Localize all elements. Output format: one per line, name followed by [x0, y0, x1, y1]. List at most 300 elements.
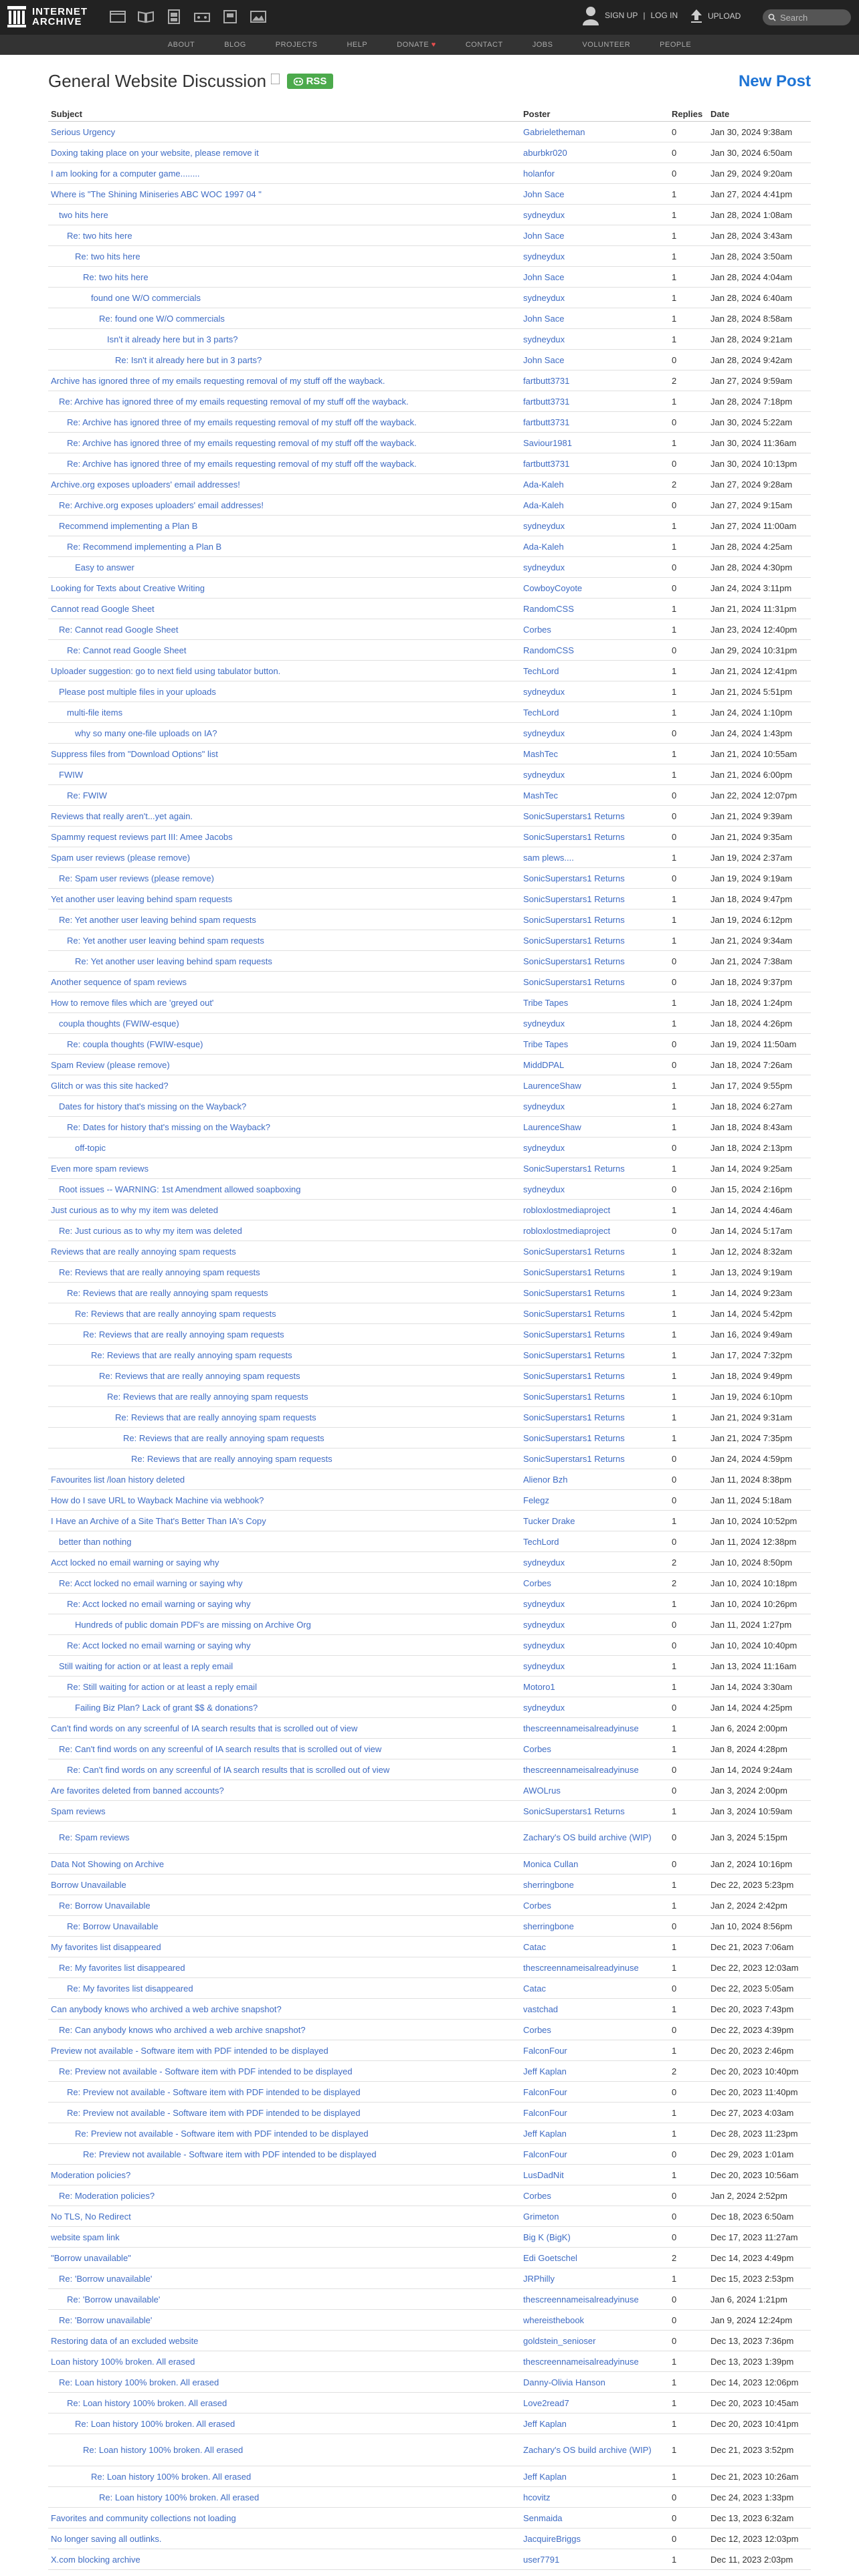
table-row: [48, 2310, 811, 2331]
subject-link[interactable]: Re: Loan history 100% broken. All erased: [67, 2397, 227, 2408]
poster-link[interactable]: fartbutt3731: [523, 396, 570, 407]
subject-link[interactable]: My favorites list disappeared: [51, 1941, 161, 1952]
subject-link[interactable]: Re: Reviews that are really annoying spam requests: [131, 1453, 332, 1464]
subject-link[interactable]: Re: My favorites list disappeared: [67, 1983, 193, 1994]
poster-link[interactable]: SonicSuperstars1 Returns: [523, 976, 625, 987]
poster-link[interactable]: robloxlostmediaproject: [523, 1204, 611, 1215]
poster-link[interactable]: goldstein_senioser: [523, 2335, 596, 2346]
poster-link[interactable]: AWOLrus: [523, 1785, 561, 1796]
subject-link[interactable]: better than nothing: [59, 1536, 132, 1547]
table-row: [48, 2466, 811, 2487]
replies-cell: 1: [669, 2413, 708, 2434]
poster-link[interactable]: FalconFour: [523, 2045, 567, 2056]
logo[interactable]: [7, 5, 88, 28]
software-icon[interactable]: [221, 8, 240, 25]
poster-link[interactable]: SonicSuperstars1 Returns: [523, 1163, 625, 1174]
subject-link[interactable]: Re: Preview not available - Software item with PDF intended to be displayed: [67, 2107, 361, 2118]
poster-cell: [520, 889, 669, 909]
date-cell: Jan 27, 2024 9:59am: [708, 370, 811, 391]
nav-jobs[interactable]: JOBS: [532, 41, 553, 49]
poster-link[interactable]: SonicSuperstars1 Returns: [523, 1432, 625, 1443]
subject-link[interactable]: Spammy request reviews part III: Amee Jacobs: [51, 831, 233, 842]
poster-link[interactable]: John Sace: [523, 230, 565, 241]
poster-link[interactable]: sydneydux: [523, 562, 565, 572]
date-cell: Jan 23, 2024 12:40pm: [708, 619, 811, 640]
subject-link[interactable]: Re: Reviews that are really annoying spam requests: [67, 1287, 268, 1298]
date-cell: Jan 30, 2024 10:13pm: [708, 453, 811, 474]
subject-link[interactable]: "Borrow unavailable": [51, 2252, 131, 2263]
poster-link[interactable]: SonicSuperstars1 Returns: [523, 873, 625, 883]
poster-link[interactable]: sydneydux: [523, 1660, 565, 1671]
poster-link[interactable]: JRPhilly: [523, 2273, 555, 2284]
subject-link[interactable]: Serious Urgency: [51, 126, 116, 137]
subject-link[interactable]: Re: Archive.org exposes uploaders' email addresses!: [59, 500, 264, 510]
subject-link[interactable]: X.com blocking archive: [51, 2554, 140, 2565]
subject-link[interactable]: Re: Preview not available - Software item with PDF intended to be displayed: [59, 2066, 353, 2076]
subject-link[interactable]: Re: Reviews that are really annoying spam requests: [123, 1432, 324, 1443]
subject-link[interactable]: two hits here: [59, 209, 108, 220]
poster-link[interactable]: sherringbone: [523, 1921, 574, 1931]
subject-link[interactable]: Uploader suggestion: go to next field using tabulator button.: [51, 665, 281, 676]
subject-link[interactable]: Preview not available - Software item with PDF intended to be displayed: [51, 2045, 328, 2056]
poster-link[interactable]: Tribe Tapes: [523, 997, 569, 1008]
subject-link[interactable]: Re: Loan history 100% broken. All erased: [91, 2471, 252, 2482]
poster-link[interactable]: SonicSuperstars1 Returns: [523, 831, 625, 842]
subject-link[interactable]: Re: Acct locked no email warning or saying why: [67, 1598, 251, 1609]
subject-link[interactable]: Archive.org exposes uploaders' email addresses!: [51, 479, 240, 490]
subject-link[interactable]: Re: 'Borrow unavailable': [67, 2294, 161, 2304]
subject-link[interactable]: Re: Archive has ignored three of my emails requesting removal of my stuff off the wayback.: [59, 396, 409, 407]
poster-cell: [520, 1999, 669, 2020]
poster-link[interactable]: thescreennameisalreadyinuse: [523, 2356, 639, 2367]
poster-link[interactable]: JacquireBriggs: [523, 2533, 581, 2544]
table-row: [48, 847, 811, 868]
poster-link[interactable]: sydneydux: [523, 1640, 565, 1650]
subject-link[interactable]: coupla thoughts (FWIW-esque): [59, 1018, 179, 1029]
poster-link[interactable]: Tribe Tapes: [523, 1039, 569, 1049]
poster-link[interactable]: LaurenceShaw: [523, 1121, 581, 1132]
subject-link[interactable]: Loan history 100% broken. All erased: [51, 2356, 195, 2367]
subject-link[interactable]: Re: Yet another user leaving behind spam requests: [75, 956, 272, 966]
poster-link[interactable]: SonicSuperstars1 Returns: [523, 1453, 625, 1464]
subject-link[interactable]: Suppress files from "Download Options" list: [51, 748, 218, 759]
subject-link[interactable]: Re: Just curious as to why my item was deleted: [59, 1225, 242, 1236]
subject-link[interactable]: Data Not Showing on Archive: [51, 1858, 165, 1869]
poster-link[interactable]: sydneydux: [523, 1018, 565, 1029]
poster-link[interactable]: RandomCSS: [523, 603, 574, 614]
poster-link[interactable]: Alienor Bzh: [523, 1474, 568, 1485]
poster-link[interactable]: Corbes: [523, 2190, 551, 2201]
poster-link[interactable]: Catac: [523, 1983, 546, 1994]
new-post-button[interactable]: New Post: [738, 72, 811, 90]
poster-link[interactable]: whereisthebook: [523, 2315, 585, 2325]
poster-link[interactable]: Grimeton: [523, 2211, 559, 2222]
poster-link[interactable]: fartbutt3731: [523, 458, 570, 469]
replies-cell: 1: [669, 391, 708, 412]
poster-link[interactable]: SonicSuperstars1 Returns: [523, 893, 625, 904]
subject-link[interactable]: Re: Borrow Unavailable: [59, 1900, 151, 1911]
subject-link[interactable]: Re: Can't find words on any screenful of IA search results that is scrolled out of view: [67, 1764, 390, 1775]
table-row: [48, 1531, 811, 1552]
poster-link[interactable]: SonicSuperstars1 Returns: [523, 914, 625, 925]
poster-link[interactable]: SonicSuperstars1 Returns: [523, 811, 625, 821]
subject-link[interactable]: Re: Archive has ignored three of my emails requesting removal of my stuff off the wayback.: [67, 437, 417, 448]
subject-link[interactable]: Re: Acct locked no email warning or saying why: [67, 1640, 251, 1650]
poster-link[interactable]: Danny-Olivia Hanson: [523, 2377, 605, 2387]
subject-link[interactable]: Still waiting for action or at least a reply email: [59, 1660, 233, 1671]
upload-icon: [689, 8, 704, 24]
subject-link[interactable]: Re: Reviews that are really annoying spam requests: [115, 1412, 316, 1422]
replies-cell: 0: [669, 2082, 708, 2103]
poster-link[interactable]: Tucker Drake: [523, 1515, 575, 1526]
subject-link[interactable]: Re: Yet another user leaving behind spam requests: [67, 935, 264, 946]
nav-blog[interactable]: BLOG: [224, 41, 246, 49]
subject-link[interactable]: Re: Archive has ignored three of my emails requesting removal of my stuff off the wayback.: [67, 417, 417, 427]
nav-contact[interactable]: CONTACT: [465, 41, 503, 49]
table-row: [48, 2413, 811, 2434]
poster-link[interactable]: Motoro1: [523, 1681, 555, 1692]
subject-link[interactable]: Recommend implementing a Plan B: [59, 520, 198, 531]
subject-link[interactable]: I am looking for a computer game........: [51, 168, 200, 179]
poster-link[interactable]: SonicSuperstars1 Returns: [523, 1806, 625, 1816]
poster-link[interactable]: SonicSuperstars1 Returns: [523, 1246, 625, 1257]
poster-link[interactable]: Catac: [523, 1941, 546, 1952]
poster-link[interactable]: Corbes: [523, 1578, 551, 1588]
poster-link[interactable]: SonicSuperstars1 Returns: [523, 956, 625, 966]
poster-link[interactable]: sydneydux: [523, 728, 565, 738]
poster-link[interactable]: Zachary's OS build archive (WIP): [523, 2445, 652, 2455]
subject-link[interactable]: Another sequence of spam reviews: [51, 976, 187, 987]
subject-link[interactable]: Please post multiple files in your uploads: [59, 686, 216, 697]
date-cell: Jan 18, 2024 9:49pm: [708, 1366, 811, 1386]
subject-link[interactable]: How to remove files which are 'greyed out': [51, 997, 214, 1008]
poster-link[interactable]: RandomCSS: [523, 645, 574, 655]
subject-link[interactable]: Re: Still waiting for action or at least a reply email: [67, 1681, 257, 1692]
poster-link[interactable]: sydneydux: [523, 1184, 565, 1194]
subject-link[interactable]: Hundreds of public domain PDF's are missing on Archive Org: [75, 1619, 311, 1630]
poster-link[interactable]: Corbes: [523, 2024, 551, 2035]
subject-link[interactable]: Re: Archive has ignored three of my emails requesting removal of my stuff off the wayback.: [67, 458, 417, 469]
poster-link[interactable]: Corbes: [523, 624, 551, 635]
table-row: [48, 1117, 811, 1138]
poster-link[interactable]: SonicSuperstars1 Returns: [523, 1350, 625, 1360]
poster-link[interactable]: John Sace: [523, 272, 565, 282]
subject-link[interactable]: How do I save URL to Wayback Machine via webhook?: [51, 1495, 264, 1505]
poster-link[interactable]: SonicSuperstars1 Returns: [523, 935, 625, 946]
poster-link[interactable]: Ada-Kaleh: [523, 500, 564, 510]
date-cell: Jan 10, 2024 10:52pm: [708, 1511, 811, 1531]
subject-link[interactable]: Archive has ignored three of my emails requesting removal of my stuff off the wayback.: [51, 375, 385, 386]
subject-link[interactable]: Cannot read Google Sheet: [51, 603, 155, 614]
poster-link[interactable]: thescreennameisalreadyinuse: [523, 2294, 639, 2304]
subject-link[interactable]: Re: 'Borrow unavailable': [59, 2315, 153, 2325]
subject-link[interactable]: Re: coupla thoughts (FWIW-esque): [67, 1039, 203, 1049]
poster-link[interactable]: Corbes: [523, 1743, 551, 1754]
subject-link[interactable]: Re: Moderation policies?: [59, 2190, 155, 2201]
subject-link[interactable]: Re: Acct locked no email warning or saying why: [59, 1578, 243, 1588]
poster-link[interactable]: fartbutt3731: [523, 375, 570, 386]
subject-cell: [48, 806, 520, 827]
subject-link[interactable]: website spam link: [51, 2232, 120, 2242]
subject-link[interactable]: Re: 'Borrow unavailable': [59, 2273, 153, 2284]
poster-link[interactable]: Monica Cullan: [523, 1858, 579, 1869]
subject-link[interactable]: Re: two hits here: [75, 251, 140, 261]
date-cell: Dec 12, 2023 12:03pm: [708, 2529, 811, 2549]
audio-icon[interactable]: [193, 8, 211, 25]
poster-link[interactable]: LaurenceShaw: [523, 1080, 581, 1091]
poster-link[interactable]: sydneydux: [523, 520, 565, 531]
subject-link[interactable]: Re: Spam reviews: [59, 1832, 130, 1842]
subject-cell: [48, 433, 520, 453]
poster-link[interactable]: Ada-Kaleh: [523, 541, 564, 552]
subject-link[interactable]: Moderation policies?: [51, 2169, 131, 2180]
replies-cell: 1: [669, 1200, 708, 1220]
subject-link[interactable]: Re: Loan history 100% broken. All erased: [59, 2377, 219, 2387]
subject-link[interactable]: Re: Can anybody knows who archived a web archive snapshot?: [59, 2024, 306, 2035]
signup-link[interactable]: SIGN UP: [605, 11, 638, 20]
poster-link[interactable]: sydneydux: [523, 686, 565, 697]
poster-link[interactable]: Saviour1981: [523, 437, 572, 448]
replies-cell: 0: [669, 1614, 708, 1635]
table-row: [48, 453, 811, 474]
subject-link[interactable]: Looking for Texts about Creative Writing: [51, 582, 205, 593]
subject-link[interactable]: Re: Loan history 100% broken. All erased: [75, 2418, 235, 2429]
table-row: [48, 2227, 811, 2248]
poster-link[interactable]: SonicSuperstars1 Returns: [523, 1329, 625, 1339]
poster-link[interactable]: SonicSuperstars1 Returns: [523, 1267, 625, 1277]
poster-link[interactable]: robloxlostmediaproject: [523, 1225, 611, 1236]
subject-link[interactable]: No TLS, No Redirect: [51, 2211, 131, 2222]
subject-link[interactable]: Reviews that are really annoying spam requests: [51, 1246, 236, 1257]
poster-link[interactable]: John Sace: [523, 354, 565, 365]
subject-link[interactable]: Re: Isn't it already here but in 3 parts?: [115, 354, 262, 365]
subject-link[interactable]: FWIW: [59, 769, 84, 780]
nav-projects[interactable]: PROJECTS: [275, 41, 318, 49]
poster-link[interactable]: John Sace: [523, 189, 565, 199]
poster-link[interactable]: aburbkr020: [523, 147, 567, 158]
poster-link[interactable]: SonicSuperstars1 Returns: [523, 1391, 625, 1402]
search-input[interactable]: [780, 13, 847, 23]
subject-link[interactable]: I Have an Archive of a Site That's Better Than IA's Copy: [51, 1515, 266, 1526]
subject-link[interactable]: Re: Spam user reviews (please remove): [59, 873, 214, 883]
subject-link[interactable]: Re: Recommend implementing a Plan B: [67, 541, 222, 552]
poster-cell: [520, 1739, 669, 1759]
subject-link[interactable]: Re: two hits here: [83, 272, 149, 282]
poster-link[interactable]: MiddDPAL: [523, 1059, 565, 1070]
poster-link[interactable]: fartbutt3731: [523, 417, 570, 427]
nav-help[interactable]: HELP: [347, 41, 368, 49]
subject-link[interactable]: Where is "The Shining Miniseries ABC WOC 1997 04 ": [51, 189, 262, 199]
subject-link[interactable]: Re: Reviews that are really annoying spam requests: [59, 1267, 260, 1277]
poster-link[interactable]: sydneydux: [523, 1598, 565, 1609]
date-cell: Jan 13, 2024 11:16am: [708, 1656, 811, 1677]
subject-link[interactable]: No longer saving all outlinks.: [51, 2533, 162, 2544]
poster-link[interactable]: sherringbone: [523, 1879, 574, 1890]
login-link[interactable]: LOG IN: [650, 11, 678, 20]
table-row: [48, 1739, 811, 1759]
subject-link[interactable]: Are favorites deleted from banned accounts?: [51, 1785, 224, 1796]
subject-link[interactable]: Favorites and community collections not loading: [51, 2512, 236, 2523]
subject-link[interactable]: Re: Reviews that are really annoying spam requests: [107, 1391, 308, 1402]
subject-link[interactable]: Can't find words on any screenful of IA search results that is scrolled out of view: [51, 1723, 358, 1733]
poster-link[interactable]: Ada-Kaleh: [523, 479, 564, 490]
table-row: [48, 2082, 811, 2103]
poster-link[interactable]: sydneydux: [523, 1557, 565, 1568]
poster-link[interactable]: thescreennameisalreadyinuse: [523, 1723, 639, 1733]
poster-link[interactable]: sydneydux: [523, 1619, 565, 1630]
subject-link[interactable]: Re: Reviews that are really annoying spam requests: [91, 1350, 292, 1360]
poster-link[interactable]: FalconFour: [523, 2149, 567, 2159]
subject-link[interactable]: Re: FWIW: [67, 790, 107, 800]
poster-link[interactable]: Jeff Kaplan: [523, 2128, 567, 2139]
subject-link[interactable]: Re: found one W/O commercials: [99, 313, 225, 324]
replies-cell: 0: [669, 1854, 708, 1874]
subject-cell: [48, 723, 520, 744]
nav-people[interactable]: PEOPLE: [660, 41, 692, 49]
subject-link[interactable]: Re: Cannot read Google Sheet: [59, 624, 179, 635]
subject-link[interactable]: why so many one-file uploads on IA?: [75, 728, 217, 738]
nav-volunteer[interactable]: VOLUNTEER: [582, 41, 631, 49]
replies-cell: 0: [669, 827, 708, 847]
poster-link[interactable]: sydneydux: [523, 1101, 565, 1111]
poster-link[interactable]: SonicSuperstars1 Returns: [523, 1412, 625, 1422]
subject-link[interactable]: Acct locked no email warning or saying why: [51, 1557, 219, 1568]
poster-link[interactable]: SonicSuperstars1 Returns: [523, 1370, 625, 1381]
poster-link[interactable]: Jeff Kaplan: [523, 2471, 567, 2482]
subject-link[interactable]: Borrow Unavailable: [51, 1879, 126, 1890]
table-row: [48, 536, 811, 557]
poster-link[interactable]: FalconFour: [523, 2086, 567, 2097]
poster-link[interactable]: user7791: [523, 2554, 560, 2565]
subject-link[interactable]: Re: Borrow Unavailable: [67, 1921, 159, 1931]
poster-link[interactable]: CowboyCoyote: [523, 582, 583, 593]
donate-label: DONATE: [397, 41, 430, 49]
subject-link[interactable]: Can anybody knows who archived a web archive snapshot?: [51, 2004, 282, 2014]
subject-link[interactable]: Re: Loan history 100% broken. All erased: [83, 2445, 244, 2455]
poster-link[interactable]: Jeff Kaplan: [523, 2066, 567, 2076]
user-icon[interactable]: [582, 5, 599, 25]
subject-link[interactable]: Glitch or was this site hacked?: [51, 1080, 169, 1091]
subject-link[interactable]: Failing Biz Plan? Lack of grant $$ & donations?: [75, 1702, 258, 1713]
poster-link[interactable]: Senmaida: [523, 2512, 563, 2523]
subject-link[interactable]: Re: Preview not available - Software item with PDF intended to be displayed: [67, 2086, 361, 2097]
subject-link[interactable]: Reviews that really aren't...yet again.: [51, 811, 193, 821]
poster-link[interactable]: thescreennameisalreadyinuse: [523, 1962, 639, 1973]
replies-cell: 1: [669, 1386, 708, 1407]
subject-link[interactable]: Re: Loan history 100% broken. All erased: [99, 2492, 260, 2502]
subject-link[interactable]: multi-file items: [67, 707, 123, 718]
poster-link[interactable]: Edi Goetschel: [523, 2252, 577, 2263]
subject-link[interactable]: Yet another user leaving behind spam requests: [51, 893, 233, 904]
table-row: [48, 2487, 811, 2508]
poster-link[interactable]: sydneydux: [523, 769, 565, 780]
poster-link[interactable]: John Sace: [523, 313, 565, 324]
date-cell: Dec 27, 2023 4:03am: [708, 2103, 811, 2123]
web-icon[interactable]: [108, 8, 127, 25]
poster-link[interactable]: vastchad: [523, 2004, 559, 2014]
poster-link[interactable]: Big K (BigK): [523, 2232, 571, 2242]
poster-link[interactable]: SonicSuperstars1 Returns: [523, 1308, 625, 1319]
subject-link[interactable]: Easy to answer: [75, 562, 134, 572]
subject-link[interactable]: Favourites list /loan history deleted: [51, 1474, 185, 1485]
poster-link[interactable]: MashTec: [523, 790, 559, 800]
poster-link[interactable]: LusDadNit: [523, 2169, 564, 2180]
poster-link[interactable]: sydneydux: [523, 292, 565, 303]
poster-link[interactable]: Felegz: [523, 1495, 550, 1505]
subject-link[interactable]: Re: Cannot read Google Sheet: [67, 645, 187, 655]
poster-link[interactable]: SonicSuperstars1 Returns: [523, 1287, 625, 1298]
nav-about[interactable]: ABOUT: [167, 41, 195, 49]
search-box[interactable]: [763, 9, 851, 25]
subject-link[interactable]: Just curious as to why my item was deleted: [51, 1204, 218, 1215]
subject-link[interactable]: Re: Reviews that are really annoying spam requests: [75, 1308, 276, 1319]
poster-link[interactable]: sydneydux: [523, 1142, 565, 1153]
subject-link[interactable]: Even more spam reviews: [51, 1163, 149, 1174]
subject-link[interactable]: Spam Review (please remove): [51, 1059, 170, 1070]
subject-link[interactable]: Dates for history that's missing on the Wayback?: [59, 1101, 247, 1111]
video-icon[interactable]: [165, 8, 183, 25]
poster-link[interactable]: thescreennameisalreadyinuse: [523, 1764, 639, 1775]
poster-link[interactable]: sydneydux: [523, 251, 565, 261]
poster-link[interactable]: holanfor: [523, 168, 555, 179]
subject-link[interactable]: found one W/O commercials: [91, 292, 201, 303]
table-row: [48, 122, 811, 142]
subject-link[interactable]: Re: two hits here: [67, 230, 132, 241]
poster-link[interactable]: Gabrieletheman: [523, 126, 585, 137]
rss-button[interactable]: [287, 74, 334, 89]
poster-link[interactable]: Zachary's OS build archive (WIP): [523, 1832, 652, 1842]
table-row: [48, 1200, 811, 1220]
poster-cell: [520, 1220, 669, 1241]
poster-link[interactable]: sydneydux: [523, 1702, 565, 1713]
replies-cell: 1: [669, 661, 708, 681]
subject-link[interactable]: Doxing taking place on your website, please remove it: [51, 147, 259, 158]
poster-link[interactable]: TechLord: [523, 1536, 559, 1547]
subject-link[interactable]: Re: Reviews that are really annoying spam requests: [83, 1329, 284, 1339]
images-icon[interactable]: [249, 8, 268, 25]
texts-icon[interactable]: [136, 8, 155, 25]
subject-link[interactable]: Re: Preview not available - Software item with PDF intended to be displayed: [83, 2149, 377, 2159]
poster-link[interactable]: FalconFour: [523, 2107, 567, 2118]
poster-link[interactable]: sydneydux: [523, 209, 565, 220]
replies-cell: 0: [669, 868, 708, 889]
poster-link[interactable]: sam plews....: [523, 852, 574, 863]
nav-donate[interactable]: [397, 41, 436, 49]
subject-link[interactable]: Re: Preview not available - Software item with PDF intended to be displayed: [75, 2128, 369, 2139]
subject-link[interactable]: Isn't it already here but in 3 parts?: [107, 334, 238, 344]
subject-link[interactable]: Re: My favorites list disappeared: [59, 1962, 185, 1973]
upload-button[interactable]: [689, 8, 741, 24]
subject-link[interactable]: Restoring data of an excluded website: [51, 2335, 199, 2346]
subject-link[interactable]: Root issues -- WARNING: 1st Amendment allowed soapboxing: [59, 1184, 301, 1194]
poster-link[interactable]: TechLord: [523, 707, 559, 718]
poster-link[interactable]: TechLord: [523, 665, 559, 676]
subject-link[interactable]: Re: Can't find words on any screenful of IA search results that is scrolled out of view: [59, 1743, 382, 1754]
subject-link[interactable]: Spam reviews: [51, 1806, 106, 1816]
poster-link[interactable]: hcovitz: [523, 2492, 551, 2502]
subject-link[interactable]: Spam user reviews (please remove): [51, 852, 191, 863]
subject-link[interactable]: Re: Dates for history that's missing on the Wayback?: [67, 1121, 271, 1132]
table-row: [48, 2123, 811, 2144]
subject-link[interactable]: Re: Yet another user leaving behind spam requests: [59, 914, 256, 925]
poster-link[interactable]: Jeff Kaplan: [523, 2418, 567, 2429]
poster-link[interactable]: Corbes: [523, 1900, 551, 1911]
subject-link[interactable]: off-topic: [75, 1142, 106, 1153]
poster-link[interactable]: sydneydux: [523, 334, 565, 344]
poster-link[interactable]: Love2read7: [523, 2397, 569, 2408]
subject-link[interactable]: Re: Reviews that are really annoying spam requests: [99, 1370, 300, 1381]
poster-link[interactable]: MashTec: [523, 748, 559, 759]
